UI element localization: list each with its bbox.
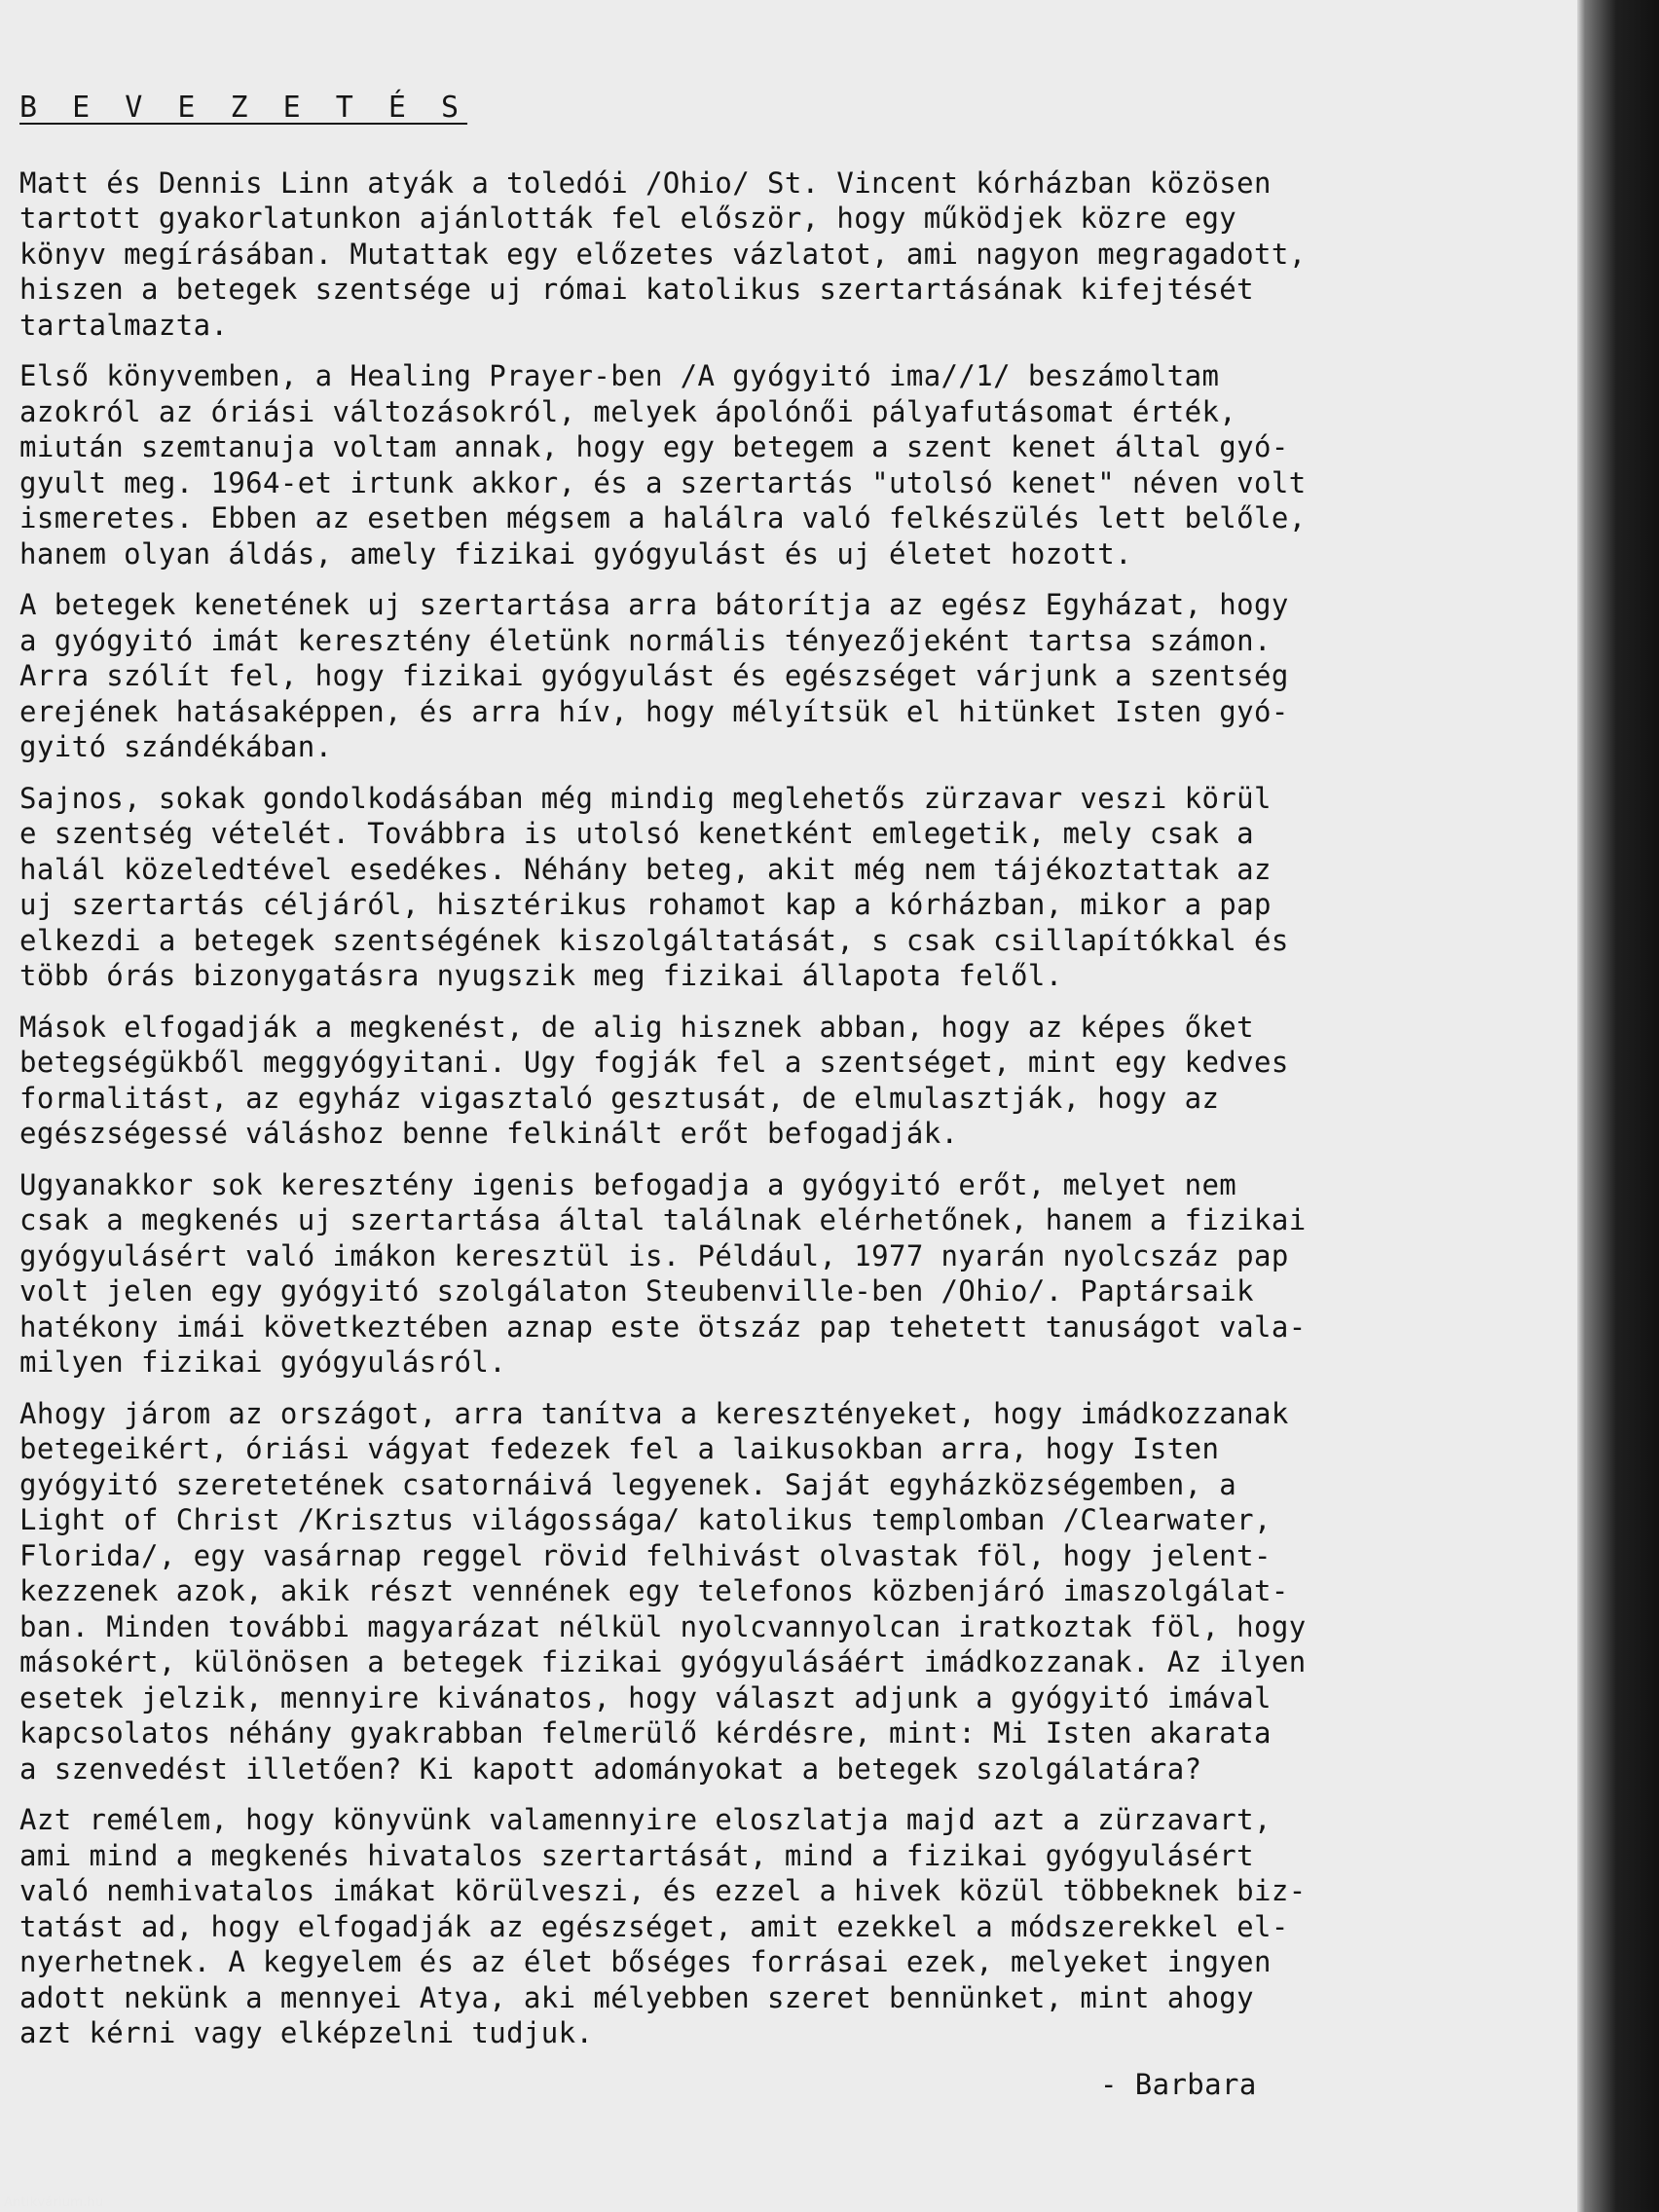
- page-body: [19, 90, 1538, 2102]
- page-edge-shadow: [1577, 0, 1659, 2212]
- paragraph-6: Ugyanakkor sok keresztény igenis befogadja a gyógyitó erőt, melyet nem csak a megkenés uj szertartása által találnak elérhetőnek, hanem a fizikai gyógyulásért való imákon keresztül is. Például, 1977 nyarán nyolcszáz pap volt jelen egy gyógyitó szolgálaton Steubenville-ben /Ohio/. Paptársaik hatékony imái következtében aznap este ötszáz pap tehetett tanuságot vala- milyen fizikai gyógyulásról.: [19, 1167, 1307, 1379]
- paragraph-2: Első könyvemben, a Healing Prayer-ben /A gyógyitó ima//1/ beszámoltam azokról az óriási változásokról, melyek ápolónői pályafutásomat érték, miután szemtanuja voltam annak, hogy egy betegem a szent kenet által gyó- gyult meg. 1964-et irtunk akkor, és a szertartás "utolsó kenet" néven volt ismeretes. Ebben az esetben mégsem a halálra való felkészülés lett belőle, hanem olyan áldás, amely fizikai gyógyulást és uj életet hozott.: [19, 359, 1307, 571]
- signature: - Barbara: [1100, 2067, 1257, 2101]
- paragraph-3: A betegek kenetének uj szertartása arra bátorítja az egész Egyházat, hogy a gyógyitó imát keresztény életünk normális tényezőjeként tartsa számon. Arra szólít fel, hogy fizikai gyógyulást és egészséget várjunk a szentség erejének hatásaképpen, és arra hív, hogy mélyítsük el hitünket Isten gyó- gyitó szándékában.: [19, 588, 1289, 763]
- watermark: Antikvárium.hu: [4, 2195, 104, 2210]
- paragraph-8: Azt remélem, hogy könyvünk valamennyire eloszlatja majd azt a zürzavart, ami mind a megkenés hivatalos szertartását, mind a fizikai gyógyulásért való nemhivatalos imákat körülveszi, és ezzel a hivek közül többeknek biz- tatást ad, hogy elfogadják az egészséget, amit ezekkel a módszerekkel el- nyerhetnek. A kegyelem és az élet bőséges forrásai ezek, melyeket ingyen adott nekünk a mennyei Atya, aki mélyebben szeret bennünket, mint ahogy azt kérni vagy elképzelni tudjuk.: [19, 1803, 1307, 2049]
- paragraph-1: Matt és Dennis Linn atyák a toledói /Ohio/ St. Vincent kórházban közösen tartott gyakorlatunkon ajánlották fel először, hogy működjek közre egy könyv megírásában. Mutattak egy előzetes vázlatot, ami nagyon megragadott, hiszen a betegek szentsége uj római katolikus szertartásának kifejtését tartalmazta.: [19, 166, 1307, 342]
- paragraph-7: Ahogy járom az országot, arra tanítva a keresztényeket, hogy imádkozzanak betegeikért, óriási vágyat fedezek fel a laikusokban arra, hogy Isten gyógyitó szeretetének csatornáivá legyenek. Saját egyházközségemben, a Light of Christ /Krisztus világossága/ katolikus templomban /Clearwater, Florida/, egy vasárnap reggel rövid felhivást olvastak föl, hogy jelent- kezzenek azok, akik részt vennének egy telefonos közbenjáró imaszolgálat- ban. Minden további magyarázat nélkül nyolcvannyolcan iratkoztak föl, hogy másokért, különösen a betegek fizikai gyógyulásáért imádkozzanak. Az ilyen esetek jelzik, mennyire kivánatos, hogy választ adjunk a gyógyitó imával kapcsolatos néhány gyakrabban felmerülő kérdésre, mint: Mi Isten akarata a szenvedést illetően? Ki kapott adományokat a betegek szolgálatára?: [19, 1396, 1307, 1786]
- paragraph-5: Mások elfogadják a megkenést, de alig hisznek abban, hogy az képes őket betegségükből meggyógyitani. Ugy fogják fel a szentséget, mint egy kedves formalitást, az egyház vigasztaló gesztusát, de elmulasztják, hogy az egészségessé váláshoz benne felkinált erőt befogadják.: [19, 1010, 1289, 1150]
- paragraph-4: Sajnos, sokak gondolkodásában még mindig meglehetős zürzavar veszi körül e szentség vételét. Továbbra is utolsó kenetként emlegetik, mely csak a halál közeledtével esedékes. Néhány beteg, akit még nem tájékoztattak az uj szertartás céljáról, hisztérikus rohamot kap a kórházban, mikor a pap elkezdi a betegek szentségének kiszolgáltatását, s csak csillapítókkal és több órás bizonygatásra nyugszik meg fizikai állapota felől.: [19, 781, 1289, 992]
- page-heading: B E V E Z E T É S: [19, 91, 468, 125]
